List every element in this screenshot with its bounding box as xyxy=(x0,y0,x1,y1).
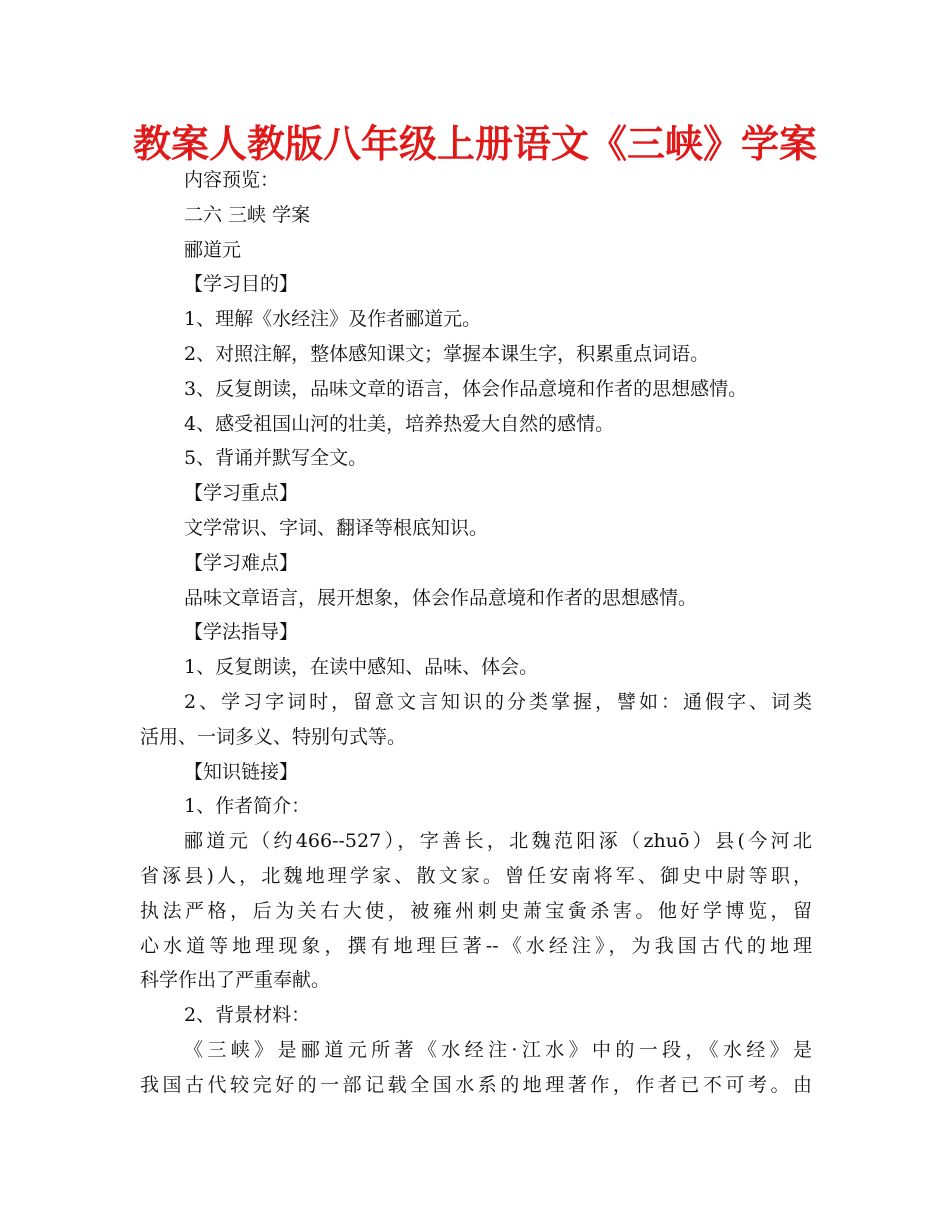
document-line: 4、感受祖国山河的壮美，培养热爱大自然的感情。 xyxy=(184,412,615,435)
document-line: 2、学习字词时，留意文言知识的分类掌握，譬如：通假字、词类 xyxy=(184,690,812,713)
document-line: 郦道元（约466--527），字善长，北魏范阳涿（zhuō）县(今河北 xyxy=(184,830,812,853)
document-line: 心水道等地理现象，撰有地理巨著--《水经注》，为我国古代的地理 xyxy=(140,934,812,957)
document-line: 科学作出了严重奉献。 xyxy=(140,969,331,992)
document-line: 1、反复朗读，在读中感知、品味、体会。 xyxy=(184,656,539,679)
document-line: 【学习难点】 xyxy=(184,551,299,574)
document-line: 内容预览： xyxy=(184,169,280,191)
document-line: 【学习重点】 xyxy=(184,482,299,505)
document-line: 活用、一词多义、特别句式等。 xyxy=(140,725,407,748)
document-line: 文学常识、字词、翻译等根底知识。 xyxy=(184,516,489,539)
document-line: 【学法指导】 xyxy=(184,621,299,644)
document-title: 教案人教版八年级上册语文《三峡》学案 xyxy=(132,122,817,166)
document-line: 1、理解《水经注》及作者郦道元。 xyxy=(184,308,482,331)
document-line: 【知识链接】 xyxy=(184,760,299,783)
document-line: 我国古代较完好的一部记载全国水系的地理著作，作者已不可考。由 xyxy=(140,1073,812,1096)
document-line: 1、作者简介： xyxy=(184,795,311,818)
document-line: 【学习目的】 xyxy=(184,273,299,296)
document-line: 郦道元 xyxy=(184,238,242,261)
document-line: 执法严格，后为关右大使，被雍州刺史萧宝夤杀害。他好学博览，留 xyxy=(140,899,812,922)
document-line: 二六 三峡 学案 xyxy=(184,203,311,226)
document-line: 2、对照注解，整体感知课文；掌握本课生字，积累重点词语。 xyxy=(184,342,710,365)
document-line: 《三峡》是郦道元所著《水经注·江水》中的一段，《水经》是 xyxy=(184,1038,812,1061)
document-body xyxy=(140,163,812,1103)
document-line: 2、背景材料： xyxy=(184,1004,311,1027)
document-line: 5、背诵并默写全文。 xyxy=(184,447,368,470)
document-line: 品味文章语言，展开想象，体会作品意境和作者的思想感情。 xyxy=(184,586,698,609)
document-line: 3、反复朗读，品味文章的语言，体会作品意境和作者的思想感情。 xyxy=(184,377,748,400)
document-line: 省涿县)人，北魏地理学家、散文家。曾任安南将军、御史中尉等职， xyxy=(140,864,812,887)
